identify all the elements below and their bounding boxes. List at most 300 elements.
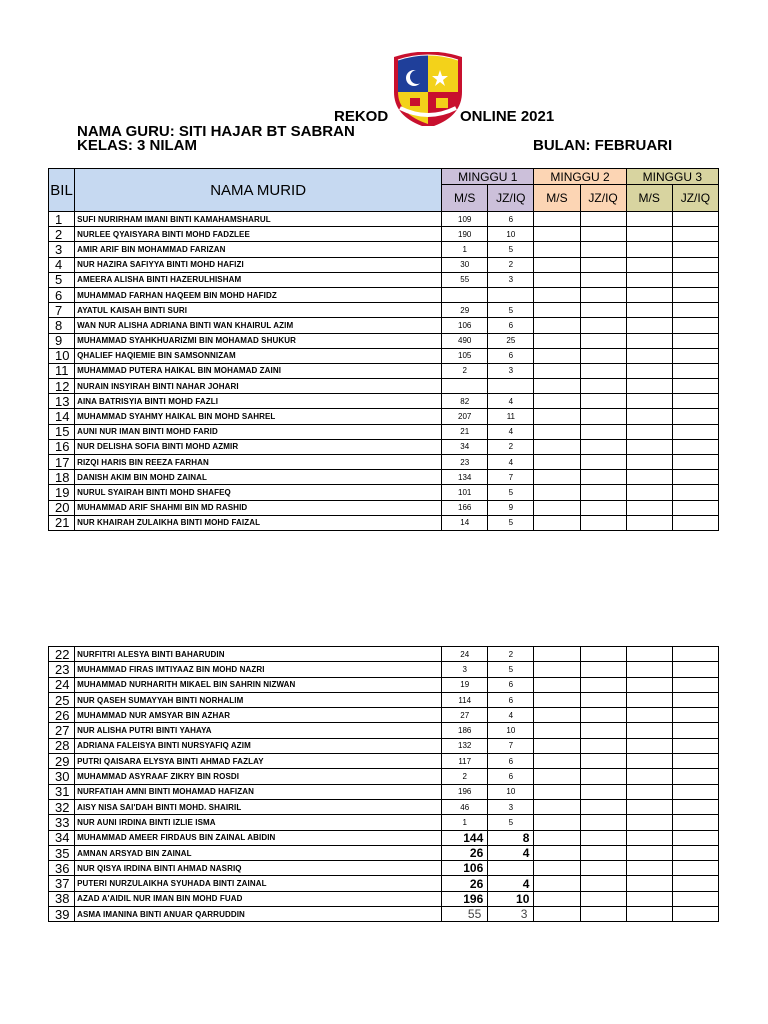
week3-ms (626, 500, 672, 515)
row-bil: 9 (49, 333, 75, 348)
week3-jz (672, 677, 718, 692)
table-row (49, 662, 719, 677)
table-row (49, 242, 719, 257)
week1-ms: 105 (442, 348, 488, 363)
week1-ms: 55 (442, 272, 488, 287)
week1-jz: 2 (488, 257, 534, 272)
week1-ms: 2 (442, 769, 488, 784)
week2-ms (534, 455, 580, 470)
row-bil: 30 (49, 769, 75, 784)
table-row (49, 348, 719, 363)
week3-ms (626, 363, 672, 378)
table-row (49, 287, 719, 302)
week1-ms: 166 (442, 500, 488, 515)
week1-jz: 10 (488, 227, 534, 242)
table-row (49, 692, 719, 707)
attendance-table-part2 (48, 646, 719, 922)
week3-ms (626, 455, 672, 470)
student-name: NUR KHAIRAH ZULAIKHA BINTI MOHD FAIZAL (75, 515, 442, 530)
student-name: MUHAMMAD ASYRAAF ZIKRY BIN ROSDI (75, 769, 442, 784)
week3-jz (672, 348, 718, 363)
week3-ms (626, 348, 672, 363)
week3-jz (672, 754, 718, 769)
week2-jz (580, 470, 626, 485)
student-name: SUFI NURIRHAM IMANI BINTI KAMAHAMSHARUL (75, 212, 442, 227)
week3-jz (672, 363, 718, 378)
table-row (49, 830, 719, 845)
week2-ms (534, 394, 580, 409)
week1-jz: 6 (488, 754, 534, 769)
week3-jz (672, 242, 718, 257)
week3-jz (672, 876, 718, 891)
week1-ms: 30 (442, 257, 488, 272)
week1-ms: 46 (442, 799, 488, 814)
week3-ms (626, 799, 672, 814)
week2-ms (534, 515, 580, 530)
row-bil: 39 (49, 907, 75, 922)
week3-jz (672, 891, 718, 906)
week2-ms (534, 799, 580, 814)
week1-ms: 196 (442, 784, 488, 799)
table-row (49, 515, 719, 530)
table-row (49, 379, 719, 394)
week1-jz: 3 (488, 272, 534, 287)
student-name: MUHAMMAD FARHAN HAQEEM BIN MOHD HAFIDZ (75, 287, 442, 302)
week2-ms (534, 784, 580, 799)
student-name: AMEERA ALISHA BINTI HAZERULHISHAM (75, 272, 442, 287)
week3-ms (626, 242, 672, 257)
header-ms-1: M/S (442, 185, 488, 212)
week3-ms (626, 439, 672, 454)
week2-jz (580, 799, 626, 814)
week1-ms: 1 (442, 242, 488, 257)
row-bil: 29 (49, 754, 75, 769)
week3-ms (626, 830, 672, 845)
week3-jz (672, 455, 718, 470)
week2-jz (580, 333, 626, 348)
week3-jz (672, 227, 718, 242)
week3-jz (672, 424, 718, 439)
week1-ms: 207 (442, 409, 488, 424)
week3-ms (626, 723, 672, 738)
week1-jz: 7 (488, 470, 534, 485)
table-row (49, 394, 719, 409)
week3-ms (626, 287, 672, 302)
week3-ms (626, 647, 672, 662)
class-name: KELAS: 3 NILAM (77, 137, 197, 154)
week2-ms (534, 662, 580, 677)
week1-jz: 6 (488, 348, 534, 363)
student-name: ADRIANA FALEISYA BINTI NURSYAFIQ AZIM (75, 738, 442, 753)
student-name: QHALIEF HAQIEMIE BIN SAMSONNIZAM (75, 348, 442, 363)
week1-ms: 109 (442, 212, 488, 227)
student-name: RIZQI HARIS BIN REEZA FARHAN (75, 455, 442, 470)
week3-jz (672, 647, 718, 662)
row-bil: 3 (49, 242, 75, 257)
week2-jz (580, 723, 626, 738)
row-bil: 38 (49, 891, 75, 906)
row-bil: 8 (49, 318, 75, 333)
table-row (49, 318, 719, 333)
week2-ms (534, 272, 580, 287)
week3-jz (672, 409, 718, 424)
week2-jz (580, 845, 626, 860)
week2-jz (580, 891, 626, 906)
row-bil: 25 (49, 692, 75, 707)
week1-jz: 6 (488, 769, 534, 784)
row-bil: 17 (49, 455, 75, 470)
header-nama-murid: NAMA MURID (75, 169, 442, 212)
week1-ms: 23 (442, 455, 488, 470)
table-row (49, 784, 719, 799)
week2-jz (580, 303, 626, 318)
week1-jz: 5 (488, 303, 534, 318)
row-bil: 11 (49, 363, 75, 378)
row-bil: 31 (49, 784, 75, 799)
week3-ms (626, 257, 672, 272)
table-row (49, 363, 719, 378)
student-name: MUHAMMAD NUR AMSYAR BIN AZHAR (75, 708, 442, 723)
student-name: NURUL SYAIRAH BINTI MOHD SHAFEQ (75, 485, 442, 500)
week2-ms (534, 861, 580, 876)
row-bil: 22 (49, 647, 75, 662)
week2-ms (534, 754, 580, 769)
week1-ms: 29 (442, 303, 488, 318)
row-bil: 28 (49, 738, 75, 753)
student-name: NUR HAZIRA SAFIYYA BINTI MOHD HAFIZI (75, 257, 442, 272)
week2-jz (580, 876, 626, 891)
student-name: NUR DELISHA SOFIA BINTI MOHD AZMIR (75, 439, 442, 454)
week3-jz (672, 662, 718, 677)
week3-jz (672, 212, 718, 227)
week2-ms (534, 257, 580, 272)
week3-ms (626, 318, 672, 333)
week2-jz (580, 287, 626, 302)
week1-jz (488, 287, 534, 302)
table-row (49, 754, 719, 769)
table-row (49, 470, 719, 485)
week3-ms (626, 754, 672, 769)
week3-ms (626, 272, 672, 287)
row-bil: 35 (49, 845, 75, 860)
week1-ms: 117 (442, 754, 488, 769)
week1-ms (442, 379, 488, 394)
week2-jz (580, 363, 626, 378)
student-name: MUHAMMAD SYAHKHUARIZMI BIN MOHAMAD SHUKUR (75, 333, 442, 348)
week1-jz: 10 (488, 891, 534, 906)
week3-jz (672, 439, 718, 454)
week2-ms (534, 891, 580, 906)
week3-ms (626, 876, 672, 891)
week3-jz (672, 333, 718, 348)
week2-ms (534, 815, 580, 830)
week1-ms: 55 (442, 907, 488, 922)
table-row (49, 439, 719, 454)
week3-jz (672, 708, 718, 723)
week1-ms: 34 (442, 439, 488, 454)
week2-jz (580, 242, 626, 257)
week1-ms: 186 (442, 723, 488, 738)
student-name: NUR QISYA IRDINA BINTI AHMAD NASRIQ (75, 861, 442, 876)
week2-ms (534, 485, 580, 500)
week2-jz (580, 455, 626, 470)
row-bil: 6 (49, 287, 75, 302)
week1-ms: 26 (442, 876, 488, 891)
week1-jz: 9 (488, 500, 534, 515)
week3-jz (672, 394, 718, 409)
row-bil: 24 (49, 677, 75, 692)
week2-jz (580, 257, 626, 272)
week3-ms (626, 861, 672, 876)
table-row (49, 272, 719, 287)
student-name: MUHAMMAD NURHARITH MIKAEL BIN SAHRIN NIZWAN (75, 677, 442, 692)
table-row (49, 227, 719, 242)
week2-jz (580, 485, 626, 500)
week1-jz: 7 (488, 738, 534, 753)
week1-ms (442, 287, 488, 302)
week1-ms: 196 (442, 891, 488, 906)
week3-jz (672, 861, 718, 876)
week3-ms (626, 394, 672, 409)
week1-ms: 14 (442, 515, 488, 530)
week3-ms (626, 485, 672, 500)
table-row (49, 257, 719, 272)
week2-jz (580, 692, 626, 707)
week3-jz (672, 379, 718, 394)
week3-ms (626, 212, 672, 227)
row-bil: 12 (49, 379, 75, 394)
week1-jz (488, 861, 534, 876)
student-name: AINA BATRISYIA BINTI MOHD FAZLI (75, 394, 442, 409)
row-bil: 37 (49, 876, 75, 891)
week1-ms: 21 (442, 424, 488, 439)
row-bil: 21 (49, 515, 75, 530)
week2-ms (534, 363, 580, 378)
week3-jz (672, 815, 718, 830)
week3-ms (626, 227, 672, 242)
row-bil: 5 (49, 272, 75, 287)
header-ms-2: M/S (534, 185, 580, 212)
week2-jz (580, 515, 626, 530)
row-bil: 2 (49, 227, 75, 242)
week3-ms (626, 677, 672, 692)
student-name: WAN NUR ALISHA ADRIANA BINTI WAN KHAIRUL AZIM (75, 318, 442, 333)
week3-jz (672, 799, 718, 814)
week3-ms (626, 424, 672, 439)
week2-jz (580, 439, 626, 454)
week1-ms: 106 (442, 318, 488, 333)
week3-jz (672, 738, 718, 753)
week2-ms (534, 500, 580, 515)
week2-ms (534, 333, 580, 348)
week3-ms (626, 738, 672, 753)
table-row (49, 303, 719, 318)
week3-jz (672, 784, 718, 799)
week2-ms (534, 692, 580, 707)
week1-ms: 3 (442, 662, 488, 677)
week1-ms: 144 (442, 830, 488, 845)
week2-ms (534, 845, 580, 860)
week1-ms: 1 (442, 815, 488, 830)
student-name: AMIR ARIF BIN MOHAMMAD FARIZAN (75, 242, 442, 257)
week3-jz (672, 515, 718, 530)
week2-ms (534, 769, 580, 784)
week2-ms (534, 227, 580, 242)
week2-jz (580, 815, 626, 830)
week1-jz: 2 (488, 439, 534, 454)
header-jz-1: JZ/IQ (488, 185, 534, 212)
report-title-left: REKOD (334, 108, 389, 125)
header-minggu-3: MINGGU 3 (626, 169, 718, 185)
week2-jz (580, 409, 626, 424)
week1-jz: 8 (488, 830, 534, 845)
week3-jz (672, 470, 718, 485)
table-row (49, 723, 719, 738)
week2-ms (534, 677, 580, 692)
week1-ms: 106 (442, 861, 488, 876)
header-minggu-1: MINGGU 1 (442, 169, 534, 185)
week2-jz (580, 500, 626, 515)
week1-jz: 2 (488, 647, 534, 662)
week1-jz: 4 (488, 876, 534, 891)
week1-jz: 5 (488, 515, 534, 530)
attendance-table-part1 (48, 168, 719, 531)
week2-jz (580, 907, 626, 922)
week1-jz: 5 (488, 485, 534, 500)
week2-jz (580, 662, 626, 677)
student-name: NUR ALISHA PUTRI BINTI YAHAYA (75, 723, 442, 738)
week1-jz: 6 (488, 318, 534, 333)
table-row (49, 799, 719, 814)
week3-ms (626, 784, 672, 799)
table-row (49, 677, 719, 692)
week2-jz (580, 212, 626, 227)
week3-ms (626, 470, 672, 485)
table-row (49, 500, 719, 515)
week1-ms: 490 (442, 333, 488, 348)
week1-ms: 2 (442, 363, 488, 378)
week3-jz (672, 500, 718, 515)
row-bil: 1 (49, 212, 75, 227)
row-bil: 32 (49, 799, 75, 814)
week3-ms (626, 769, 672, 784)
week3-jz (672, 845, 718, 860)
week1-ms: 82 (442, 394, 488, 409)
week3-ms (626, 891, 672, 906)
student-name: NURAIN INSYIRAH BINTI NAHAR JOHARI (75, 379, 442, 394)
month-label: BULAN: FEBRUARI (533, 137, 673, 154)
week2-jz (580, 348, 626, 363)
week1-ms: 114 (442, 692, 488, 707)
week2-ms (534, 287, 580, 302)
week1-jz: 10 (488, 784, 534, 799)
week1-jz: 3 (488, 799, 534, 814)
student-name: NUR AUNI IRDINA BINTI IZLIE ISMA (75, 815, 442, 830)
week2-ms (534, 723, 580, 738)
row-bil: 26 (49, 708, 75, 723)
table-row (49, 212, 719, 227)
header-minggu-2: MINGGU 2 (534, 169, 626, 185)
week3-jz (672, 272, 718, 287)
week3-jz (672, 303, 718, 318)
week2-jz (580, 754, 626, 769)
week2-ms (534, 439, 580, 454)
table-row (49, 333, 719, 348)
table-row (49, 647, 719, 662)
table-row (49, 876, 719, 891)
week1-jz: 3 (488, 907, 534, 922)
student-name: MUHAMMAD ARIF SHAHMI BIN MD RASHID (75, 500, 442, 515)
student-name: DANISH AKIM BIN MOHD ZAINAL (75, 470, 442, 485)
week2-jz (580, 769, 626, 784)
student-name: AZAD A'AIDIL NUR IMAN BIN MOHD FUAD (75, 891, 442, 906)
week3-ms (626, 708, 672, 723)
week3-ms (626, 515, 672, 530)
row-bil: 14 (49, 409, 75, 424)
week2-jz (580, 677, 626, 692)
week1-jz: 6 (488, 692, 534, 707)
week3-ms (626, 333, 672, 348)
student-name: AUNI NUR IMAN BINTI MOHD FARID (75, 424, 442, 439)
week1-jz: 6 (488, 212, 534, 227)
week3-jz (672, 257, 718, 272)
week2-jz (580, 379, 626, 394)
week1-jz: 6 (488, 677, 534, 692)
week2-ms (534, 212, 580, 227)
week1-ms: 24 (442, 647, 488, 662)
table-row (49, 815, 719, 830)
week1-ms: 101 (442, 485, 488, 500)
table-row (49, 455, 719, 470)
week2-jz (580, 830, 626, 845)
week2-ms (534, 907, 580, 922)
week3-ms (626, 662, 672, 677)
row-bil: 15 (49, 424, 75, 439)
table-row (49, 845, 719, 860)
week2-ms (534, 303, 580, 318)
week2-ms (534, 242, 580, 257)
week3-jz (672, 769, 718, 784)
week3-ms (626, 409, 672, 424)
table-row (49, 769, 719, 784)
week1-ms: 26 (442, 845, 488, 860)
week3-jz (672, 318, 718, 333)
student-name: MUHAMMAD PUTERA HAIKAL BIN MOHAMAD ZAINI (75, 363, 442, 378)
table-row (49, 708, 719, 723)
header-jz-2: JZ/IQ (580, 185, 626, 212)
week3-jz (672, 485, 718, 500)
week1-ms: 19 (442, 677, 488, 692)
student-name: NURLEE QYAISYARA BINTI MOHD FADZLEE (75, 227, 442, 242)
table-row (49, 485, 719, 500)
week2-ms (534, 470, 580, 485)
week3-ms (626, 692, 672, 707)
week1-jz: 5 (488, 662, 534, 677)
week1-jz: 4 (488, 424, 534, 439)
table-row (49, 891, 719, 906)
student-name: AYATUL KAISAH BINTI SURI (75, 303, 442, 318)
row-bil: 20 (49, 500, 75, 515)
week2-ms (534, 647, 580, 662)
week2-jz (580, 424, 626, 439)
week2-ms (534, 876, 580, 891)
week3-jz (672, 723, 718, 738)
table-row (49, 907, 719, 922)
week3-jz (672, 830, 718, 845)
student-name: AISY NISA SAI'DAH BINTI MOHD. SHAIRIL (75, 799, 442, 814)
report-title-right: ONLINE 2021 (460, 108, 555, 125)
row-bil: 10 (49, 348, 75, 363)
